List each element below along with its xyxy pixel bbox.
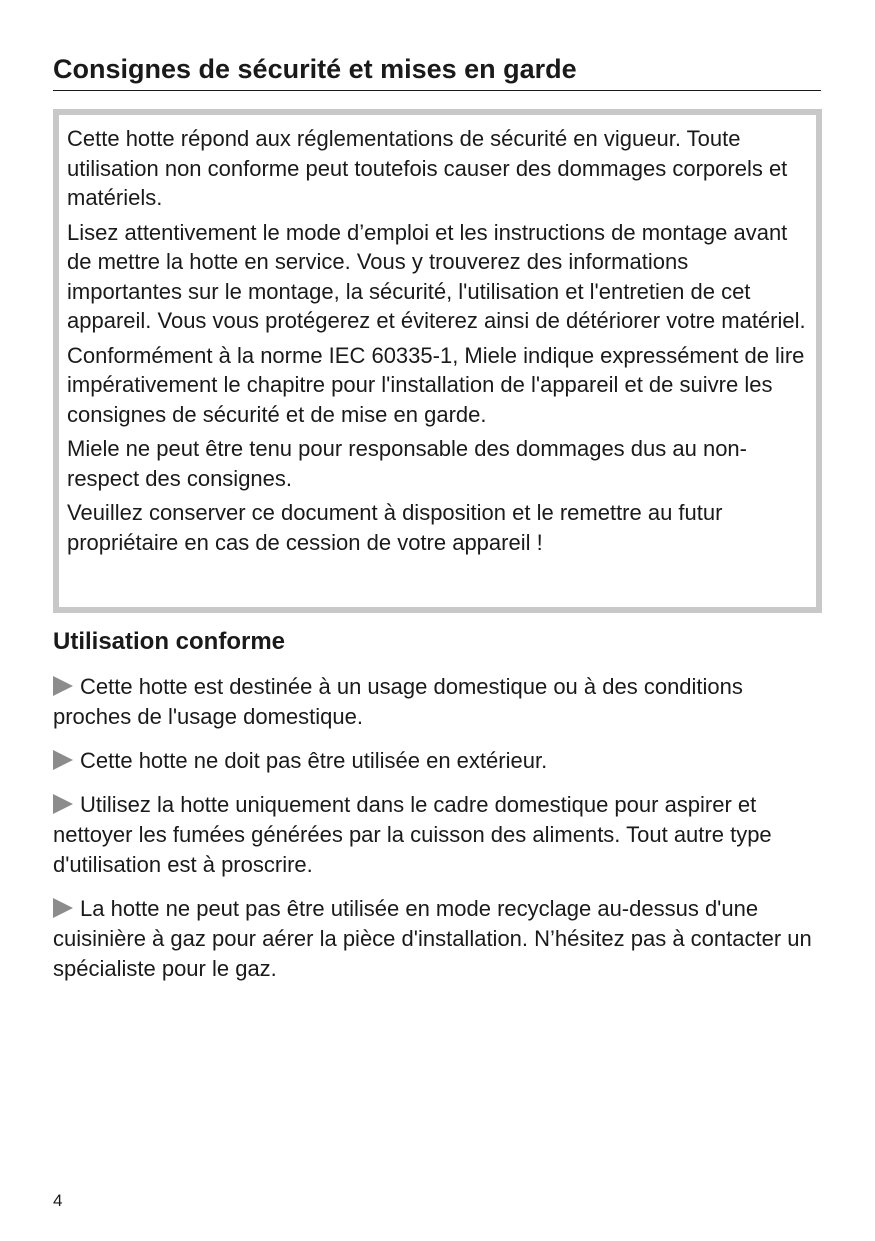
triangle-bullet-icon — [53, 750, 73, 770]
notice-paragraph: Miele ne peut être tenu pour responsable des dommages dus au non-respect des consignes. — [67, 436, 747, 491]
bullet-text: La hotte ne peut pas être utilisée en mode recyclage au-dessus d'une cuisinière à gaz pour aérer la pièce d'installation. N’hésitez pas à contacter un spécialiste pour le gaz. — [53, 896, 812, 981]
notice-paragraph: Conformément à la norme IEC 60335-1, Miele indique expressément de lire impérativement le chapitre pour l'installation de l'appareil et de suivre les consignes de sécurité et de mise en garde. — [67, 342, 805, 427]
notice-paragraph: Cette hotte répond aux réglementations de sécurité en vigueur. Toute utilisation non conforme peut toutefois causer des dommages corporels et matériels. — [67, 126, 788, 210]
triangle-bullet-icon — [53, 676, 73, 696]
triangle-bullet-icon — [53, 794, 73, 814]
bullet-text: Cette hotte ne doit pas être utilisée en extérieur. — [80, 748, 548, 773]
page-number: 4 — [53, 1191, 63, 1210]
list-item — [53, 672, 823, 732]
notice-paragraph: Veuillez conserver ce document à disposition et le remettre au futur propriétaire en cas de cession de votre appareil ! — [67, 500, 723, 555]
safety-notice-box — [53, 109, 822, 613]
section-heading: Utilisation conforme — [53, 628, 286, 655]
list-item — [53, 790, 823, 880]
notice-paragraph: Lisez attentivement le mode d’emploi et les instructions de montage avant de mettre la hotte en service. Vous y trouverez des informations importantes sur le montage, la sécurité, l'utilisation et l'entretien de cet appareil. Vous vous protégerez et éviterez ainsi de détériorer votre matériel. — [67, 219, 806, 333]
triangle-bullet-icon — [53, 898, 73, 918]
usage-bullet-list — [53, 672, 823, 998]
bullet-text: Cette hotte est destinée à un usage domestique ou à des conditions proches de l'usage domestique. — [53, 674, 743, 729]
page-title: Consignes de sécurité et mises en garde — [53, 50, 821, 91]
list-item — [53, 746, 823, 776]
bullet-text: Utilisez la hotte uniquement dans le cadre domestique pour aspirer et nettoyer les fumées générées par la cuisson des aliments. Tout autre type d'utilisation est à proscrire. — [53, 792, 772, 877]
list-item — [53, 894, 823, 984]
